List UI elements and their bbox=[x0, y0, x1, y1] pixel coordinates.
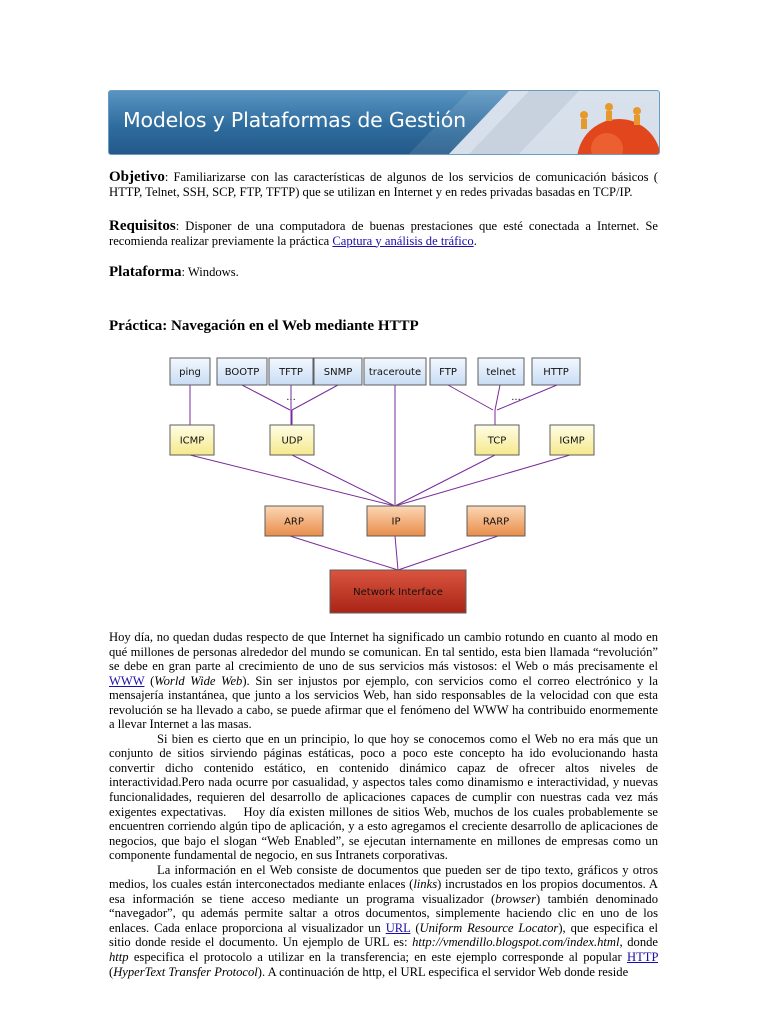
http-link[interactable]: HTTP bbox=[626, 950, 658, 965]
p1-text-a: Hoy día, no quedan dudas respecto de que Internet ha significado un cambio rotundo en cuanto al modo en qué millones de personas alrededor del mundo se comunican. En tal sentido, esta bien llamada “revolución” se debe en gran parte al crecimiento de uno de sus servicios más vistosos: el Web o más precisamente el bbox=[109, 630, 658, 674]
p1-text-c: ). Sin ser injustos por ejemplo, con servicios como el correo electrónico y la mensajería instantánea, que junto a los servicios Web, han sido responsables de la velocidad con que esta revolución se ha llevado a cabo, se puede afirmar que el fenómeno del WWW ha contribuido enormemente a llevar Internet a las masas. bbox=[109, 673, 658, 732]
link-network-interface-label: Network Interface bbox=[353, 587, 443, 598]
objetivo-text: : Familiarizarse con las características de algunos de los servicios de comunicación básicos ( HTTP, Telnet, SSH, SCP, FTP, TFTP) que se utilizan en Internet y en redes privadas basadas en TCP/IP. bbox=[109, 170, 658, 199]
app-ping-label: ping bbox=[179, 367, 201, 378]
transport-udp-box bbox=[270, 425, 314, 455]
p3-text-i: ). A continuación de http, el URL especifica el servidor Web donde reside bbox=[257, 964, 629, 979]
practica-heading: Práctica: Navegación en el Web mediante HTTP bbox=[109, 318, 419, 334]
app-snmp-box bbox=[314, 358, 362, 385]
network-rarp-label: RARP bbox=[482, 516, 510, 528]
requisitos-paragraph bbox=[109, 219, 658, 248]
network-ip-box bbox=[367, 506, 425, 536]
paragraph-2: Si bien es cierto que en un principio, lo que hoy se conocemos como el Web no era más que un conjunto de sitios sirviendo páginas estáticas, poco a poco este concepto ha ido evolucionando hasta convertir dicho contenido estático, en contenido dinámico capaz de ofrecer altos niveles de interactividad.Pero nada ocurre por casualidad, y aspectos tales como dinamismo e interactividad, y nuevas funcionalidades, requieren del desarrollo de aplicaciones capaces de cumplir con nuestras cada vez más exigentes expectativas. Hoy día existen millones de sitios Web, muchos de los cuales probablemente se encuentren corriendo algún tipo de aplicación, y a esto agregamos el creciente desarrollo de aplicaciones de negocios, que bajo el slogan “Web Enabled”, se ejecutan internamente en millones de empresas como un componente fundamental de negocio, en sus Intranets corporativas. bbox=[109, 731, 662, 863]
banner-title: Modelos y Plataformas de Gestión bbox=[123, 108, 466, 132]
www-link[interactable]: WWW bbox=[109, 673, 145, 688]
app-traceroute-box bbox=[364, 358, 426, 385]
transport-tcp-label: TCP bbox=[487, 435, 507, 447]
app-ftp-label: FTP bbox=[439, 367, 457, 378]
header-banner bbox=[108, 90, 660, 155]
transport-icmp-label: ICMP bbox=[179, 435, 205, 447]
app-snmp-label: SNMP bbox=[323, 367, 353, 378]
p3-emphasis-browser: browser bbox=[495, 891, 537, 906]
p3-text-e: ), que especifica el sitio donde reside el documento. Un ejemplo de URL es: bbox=[109, 920, 658, 950]
p3-example-url: http://vmendillo.blogspot.com/index.html bbox=[412, 935, 620, 950]
transport-icmp-box bbox=[170, 425, 214, 455]
app-ping-box bbox=[170, 358, 210, 385]
app-tftp-box bbox=[269, 358, 313, 385]
protocol-stack-diagram bbox=[150, 348, 620, 618]
p3-text-f: , donde bbox=[619, 935, 659, 950]
requisitos-end: . bbox=[473, 233, 477, 248]
network-arp-box bbox=[265, 506, 323, 536]
transport-tcp-box bbox=[475, 425, 519, 455]
url-link[interactable]: URL bbox=[385, 920, 411, 935]
network-rarp-box bbox=[467, 506, 525, 536]
ellipsis-tcp: ... bbox=[511, 392, 521, 403]
network-ip-label: IP bbox=[391, 516, 401, 528]
plataforma-text: : Windows. bbox=[181, 265, 239, 279]
p3-emphasis-links: links bbox=[413, 877, 438, 892]
p3-text-d: ( bbox=[410, 920, 420, 935]
body-text bbox=[109, 630, 662, 979]
app-tftp-label: TFTP bbox=[279, 367, 303, 378]
transport-igmp-label: IGMP bbox=[559, 435, 585, 447]
p1-emphasis: World Wide Web bbox=[154, 673, 243, 688]
link-network-interface-box bbox=[330, 570, 466, 613]
transport-igmp-box bbox=[550, 425, 594, 455]
paragraph-1 bbox=[109, 630, 658, 732]
captura-link[interactable]: Captura y análisis de tráfico bbox=[332, 233, 474, 248]
app-ftp-box bbox=[430, 358, 466, 385]
p3-emphasis-hypertext: HyperText Transfer Protocol bbox=[113, 964, 258, 979]
p3-text-h: ( bbox=[109, 964, 114, 979]
paragraph-3 bbox=[109, 863, 658, 979]
app-telnet-label: telnet bbox=[486, 367, 516, 378]
p3-emphasis-http: http bbox=[109, 950, 129, 965]
p3-text-a: La información en el Web consiste de documentos que pueden ser de tipo texto, gráficos y otros medios, los cuales están interconectados mediante enlaces ( bbox=[109, 862, 658, 892]
plataforma-label: Plataforma bbox=[109, 264, 182, 280]
network-arp-label: ARP bbox=[284, 516, 304, 528]
plataforma-paragraph bbox=[109, 265, 658, 280]
app-bootp-box bbox=[217, 358, 267, 385]
app-http-box bbox=[532, 358, 580, 385]
p3-text-b: ) incrustados en los propios documentos. A esa información se tiene acceso mediante un programa visualizador ( bbox=[109, 877, 658, 906]
transport-udp-label: UDP bbox=[281, 435, 303, 447]
p3-emphasis-url: Uniform Resource Locator bbox=[419, 920, 559, 935]
app-traceroute-label: traceroute bbox=[368, 367, 422, 378]
requisitos-text: : Disponer de una computadora de buenas prestaciones que esté conectada a Internet. Se recomienda realizar previamente la práctica bbox=[109, 219, 658, 248]
p1-text-b: ( bbox=[144, 673, 155, 688]
p3-text-c: ) también denominado “navegador”, qu además permite saltar a otros documentos, simplemente haciendo clic en uno de los enlaces. Cada enlace proporciona al visualizador un bbox=[109, 891, 658, 935]
objetivo-label: Objetivo bbox=[109, 169, 165, 185]
connector-lines bbox=[190, 385, 570, 570]
requisitos-label: Requisitos bbox=[109, 218, 176, 234]
objetivo-paragraph bbox=[109, 170, 658, 199]
app-telnet-box bbox=[478, 358, 524, 385]
app-http-label: HTTP bbox=[543, 367, 569, 378]
ellipsis-udp: ... bbox=[286, 392, 296, 403]
p3-text-g: especifica el protocolo a utilizar en la transferencia; en este ejemplo corresponde al popular bbox=[128, 950, 627, 965]
app-bootp-label: BOOTP bbox=[224, 367, 260, 378]
